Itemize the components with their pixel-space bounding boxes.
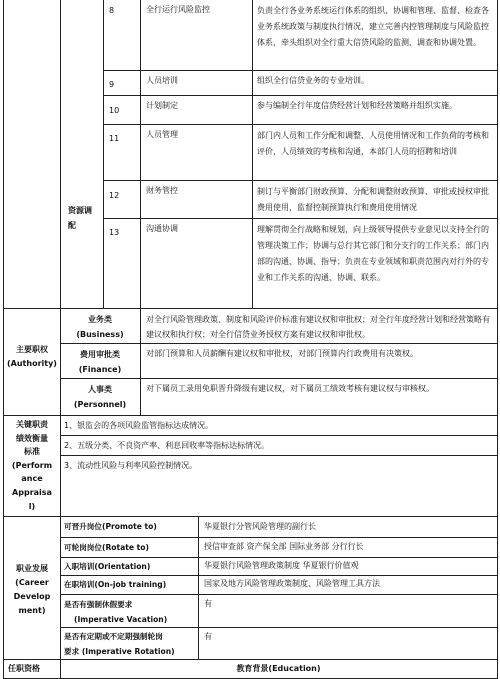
kpi-item: 3、流动性风险与利率风险控制情况。 bbox=[64, 461, 198, 470]
row-number: 11 bbox=[109, 134, 120, 143]
duty-description: 制订与平衡部门财政预算、分配和调整财政预算、审批或授权审批费用使用，监督控制预算执行和费用使用情况 bbox=[257, 187, 489, 212]
row-number: 9 bbox=[109, 80, 115, 89]
column-divider-res-1 bbox=[103, 0, 104, 308]
column-divider-1 bbox=[60, 0, 61, 679]
authority-category-business: 业务类 (Business) bbox=[76, 315, 124, 339]
duty-name: 全行运行风险监控 bbox=[146, 5, 210, 14]
duty-name: 计划制定 bbox=[146, 101, 178, 110]
career-rotate-value: 授信审查部 资产保全部 国际业务部 分行行长 bbox=[204, 542, 364, 551]
career-orientation-label: 入职培训(Orientation) bbox=[64, 562, 151, 571]
career-promote-label: 可晋升岗位(Promote to) bbox=[64, 522, 157, 531]
duty-name: 人员培训 bbox=[146, 76, 178, 85]
career-vacation-label: 是否有强制休假要求 (Imperative Vacation) bbox=[64, 600, 168, 624]
column-divider-auth bbox=[140, 308, 141, 415]
career-onjob-value: 国家及地方风险管理政策制度、风险管理工具方法 bbox=[204, 579, 380, 588]
kpi-item: 2、五级分类、不良资产率、利息回收率等指标达标情况。 bbox=[64, 441, 270, 450]
row-line bbox=[60, 378, 498, 379]
row-line bbox=[103, 70, 498, 71]
row-line bbox=[60, 575, 498, 576]
career-promote-value: 华夏银行分管风险管理的副行长 bbox=[204, 522, 316, 531]
career-rotation-label: 是否有定期或不定期强制轮岗 要求 (Imperative Rotation) bbox=[64, 632, 175, 656]
row-number: 8 bbox=[109, 6, 115, 15]
row-line bbox=[103, 124, 498, 125]
career-label: 职业发展 (Career Develop ment) bbox=[13, 564, 51, 615]
kpi-item: 1、银监会的各项风险监管指标达成情况。 bbox=[64, 421, 214, 430]
row-number: 12 bbox=[109, 191, 120, 200]
section-line bbox=[3, 659, 498, 660]
section-line bbox=[3, 516, 498, 517]
row-line bbox=[60, 435, 498, 436]
column-divider-res-3 bbox=[252, 0, 253, 308]
duty-name: 沟通协调 bbox=[146, 224, 178, 233]
duty-description: 组织全行信贷业务的专业培训。 bbox=[257, 76, 369, 85]
row-number: 10 bbox=[109, 106, 120, 115]
column-divider-res-2 bbox=[140, 0, 141, 308]
education-header: 教育背景(Education) bbox=[236, 664, 321, 673]
row-line bbox=[103, 95, 498, 96]
qualification-label: 任职资格 bbox=[8, 664, 40, 673]
table-border-left bbox=[3, 0, 4, 679]
career-onjob-label: 在职培训(On-job training) bbox=[64, 580, 167, 589]
authority-description: 对部门预算和人员薪酬有建议权和审批权，对部门预算内行政费用有决策权。 bbox=[146, 349, 418, 358]
row-line bbox=[60, 627, 498, 628]
duty-description: 参与编制全行年度信贷经营计划和经营策略并组织实施。 bbox=[257, 101, 457, 110]
section-line bbox=[3, 415, 498, 416]
row-line bbox=[60, 557, 498, 558]
authority-label: 主要职权 (Authority) bbox=[7, 345, 57, 368]
authority-category-personnel: 人事类 (Personnel) bbox=[73, 385, 127, 409]
duty-name: 人员管理 bbox=[146, 130, 178, 139]
row-line bbox=[60, 537, 498, 538]
section-line bbox=[3, 308, 498, 309]
duty-name: 财务管控 bbox=[146, 186, 178, 195]
duty-description: 理解贯彻全行战略和规划，向上级领导提供专业意见以支持全行的管理决策工作；协调与总行其它部门和分支行的工作关系；部门内部的沟通、协调、指导；负责在专业领域和职责范围内对行外的专业和工作关系的沟通、协调、联系。 bbox=[257, 225, 489, 282]
table-border-right bbox=[497, 0, 498, 679]
career-orientation-value: 华夏银行风险管理政策制度 华夏银行价值观 bbox=[204, 561, 359, 570]
row-line bbox=[60, 343, 498, 344]
row-line bbox=[60, 455, 498, 456]
resource-label: 资源调配 bbox=[68, 206, 92, 230]
career-rotation-value: 有 bbox=[204, 632, 212, 641]
authority-description: 对下属员工录用免职晋升降级有建议权，对下属员工绩效考核有建议权与审核权。 bbox=[146, 384, 434, 393]
kpi-label: 关键职责 绩效衡量 标准 (Perform ance Appraisa l) bbox=[11, 420, 53, 511]
duty-description: 部门内人员和工作分配和调整、人员使用情况和工作负荷的考核和评价，人员绩效的考核和沟通，本部门人员的招聘和培训 bbox=[257, 131, 489, 156]
authority-category-finance: 费用审批类 (Finance) bbox=[78, 350, 122, 374]
duty-description: 负责全行各业务系统运行体系的组织、协调和管理、监督、检查各业务系统政策与制度执行情况，建立完善内控管理制度与风险监控体系，牵头组织对全行重大信贷风险的监测、调查和协调处置。 bbox=[257, 6, 489, 47]
row-line bbox=[103, 218, 498, 219]
row-number: 13 bbox=[109, 228, 120, 237]
authority-description: 对全行风险管理政策、制度和风险评价标准有建议权和审批权；对全行年度经营计划和经营策略有建议权和执行权；对全行信贷业务授权方案有建议权和审批权。 bbox=[146, 315, 490, 339]
career-vacation-value: 有 bbox=[204, 599, 212, 608]
career-rotate-label: 可轮岗岗位(Rotate to) bbox=[64, 543, 149, 552]
row-line bbox=[60, 594, 498, 595]
row-line bbox=[103, 180, 498, 181]
